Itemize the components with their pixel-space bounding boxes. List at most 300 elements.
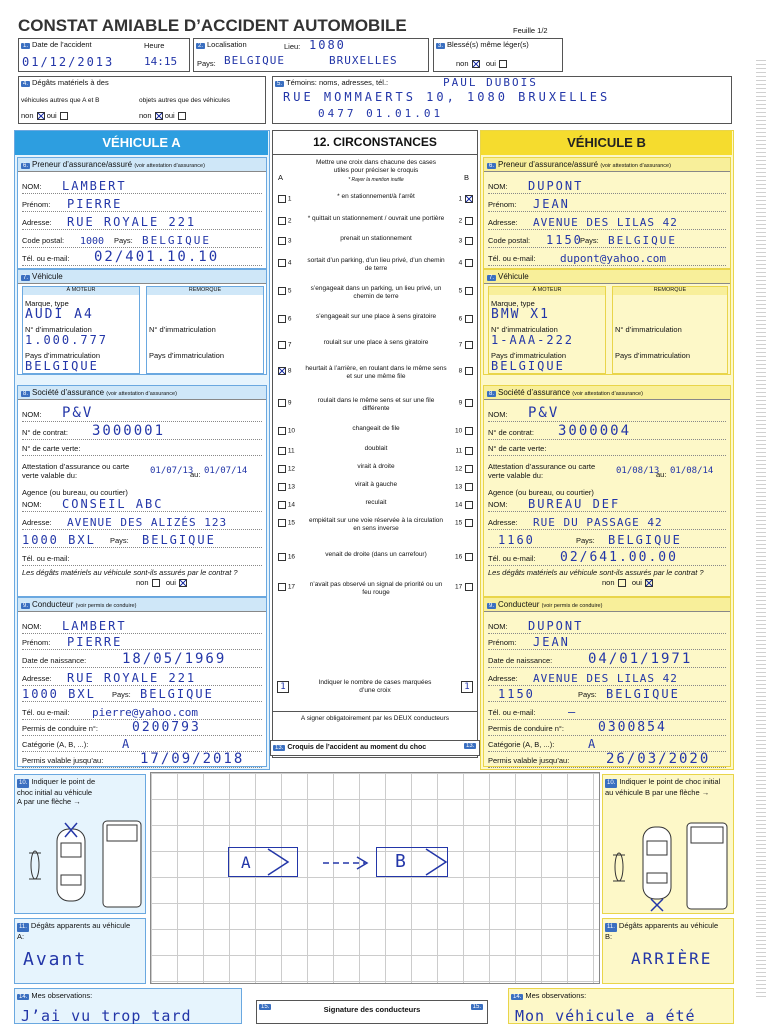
circ-b-checkbox[interactable]	[465, 399, 473, 407]
sheet-number: Feuille 1/2	[513, 26, 548, 35]
veh-oui: oui	[46, 111, 57, 120]
circ-num-b: 6	[458, 315, 463, 323]
count-b-box[interactable]	[461, 681, 473, 693]
a-prenom-label: Prénom:	[22, 200, 51, 209]
b-immat-label: N° d’immatriculation	[491, 325, 558, 334]
b-marque[interactable]: BMW X1	[491, 307, 550, 322]
circ-text: venait de droite (dans un carrefour)	[325, 551, 427, 558]
circ-num-b: 14	[454, 501, 463, 509]
circ-col-b: B	[463, 173, 469, 182]
circumstance-row	[273, 313, 477, 339]
circumstance-row	[273, 215, 477, 235]
a-agence-pays-label: Pays:	[110, 536, 129, 545]
b-nom[interactable]: DUPONT	[528, 179, 584, 193]
circumstance-row	[273, 285, 477, 313]
circ-num-a: 11	[287, 447, 295, 455]
circ-text: * quittait un stationnement / ouvrait une portière	[307, 215, 445, 222]
circ-a-checkbox[interactable]	[278, 483, 286, 491]
a-naiss[interactable]: 18/05/1969	[122, 651, 227, 667]
b-agence-nom-label: NOM:	[488, 500, 508, 509]
circ-num-b: 11	[455, 447, 463, 455]
a-demail[interactable]: pierre@yahoo.com	[92, 706, 198, 719]
b-dnom[interactable]: DUPONT	[528, 619, 584, 633]
impact-b-box[interactable]	[602, 774, 734, 914]
circumstance-row	[273, 193, 477, 215]
a-tel[interactable]: 02/401.10.10	[94, 249, 220, 265]
a-permis[interactable]: 0200793	[132, 720, 201, 735]
b-assured-oui: oui	[631, 578, 642, 587]
circ-text: virait à droite	[357, 463, 395, 470]
circ-b-checkbox[interactable]	[465, 195, 473, 203]
ville-value: BRUXELLES	[329, 54, 398, 67]
b-daddr[interactable]: AVENUE DES LILAS 42	[533, 672, 678, 685]
circumstance-row	[273, 445, 477, 463]
a-daddr[interactable]: RUE ROYALE 221	[67, 671, 197, 685]
circ-b-checkbox[interactable]	[465, 367, 473, 375]
b-marque-label: Marque, type	[491, 299, 535, 308]
a-remorque-label: REMORQUE	[147, 287, 263, 295]
a-immat-label: N° d’immatriculation	[25, 325, 92, 334]
a-contrat[interactable]: 3000001	[92, 423, 166, 439]
circ-num-b: 3	[458, 237, 463, 245]
injured-oui-checkbox[interactable]	[499, 60, 507, 68]
a-cat[interactable]: A	[122, 737, 132, 751]
circ-b-checkbox[interactable]	[465, 427, 473, 435]
b-soc[interactable]: P&V	[528, 405, 560, 421]
circ-num-b: 15	[454, 519, 463, 527]
b-soc-nom-label: NOM:	[488, 410, 508, 419]
vehicle-silhouettes-a-icon	[23, 819, 145, 911]
a-rem-pays-label: Pays d’immatriculation	[149, 351, 225, 360]
circ-a-checkbox[interactable]	[278, 195, 286, 203]
a-nom-label: NOM:	[22, 182, 42, 191]
circ-text: sortait d’un parking, d’un lieu privé, d’un chemin de terre	[307, 257, 445, 272]
a-dcp[interactable]: 1000 BXL	[22, 687, 96, 701]
circ-a-checkbox[interactable]	[278, 583, 286, 591]
a-agence-tel-label: Tél. ou e-mail:	[22, 554, 70, 563]
croquis-num-right: 13.	[466, 743, 475, 749]
circ-b-checkbox[interactable]	[465, 465, 473, 473]
date-box[interactable]	[18, 38, 190, 72]
circ-num-a: 8	[287, 367, 292, 375]
impact-a-box[interactable]	[14, 774, 146, 914]
a-attest-label: Attestation d’assurance ou carte verte valable du:	[22, 462, 130, 480]
count-a-value: 1	[280, 682, 286, 692]
observations-b-box[interactable]	[508, 988, 734, 1024]
a-pays-immat[interactable]: BELGIQUE	[25, 359, 99, 373]
vehicle-a-panel	[14, 130, 270, 770]
b-section-7-header: 7. Véhicule	[484, 270, 730, 284]
circ-b-checkbox[interactable]	[465, 519, 473, 527]
b-prenom[interactable]: JEAN	[533, 197, 570, 211]
a-rem-immat-label: N° d’immatriculation	[149, 325, 216, 334]
num-2: 2.	[198, 43, 204, 49]
circ-text: n’avait pas observé un signal de priorité ou un feu rouge	[309, 581, 443, 596]
sketch-grid[interactable]	[150, 772, 600, 984]
b-nom-label: NOM:	[488, 182, 508, 191]
a-pays-immat-label: Pays d’immatriculation	[25, 351, 101, 360]
veh-other-label: véhicules autres que A et B	[21, 97, 100, 104]
form-title: CONSTAT AMIABLE D’ACCIDENT AUTOMOBILE	[18, 16, 407, 35]
circ-num-b: 13	[454, 483, 463, 491]
b-agence[interactable]: BUREAU DEF	[528, 497, 621, 511]
circ-num-b: 10	[454, 427, 463, 435]
a-moteur-label: À MOTEUR	[23, 287, 139, 295]
circumstance-row	[273, 235, 477, 257]
injured-non: non	[456, 59, 469, 68]
num-5: 5.	[277, 81, 283, 87]
b-naiss-label: Date de naissance:	[488, 656, 553, 665]
b-pays-immat[interactable]: BELGIQUE	[491, 359, 565, 373]
circ-num-a: 10	[287, 427, 296, 435]
b-valid[interactable]: 26/03/2020	[606, 751, 711, 767]
circ-a-checkbox[interactable]	[278, 501, 286, 509]
b-demail-label: Tél. ou e-mail:	[488, 708, 536, 717]
signature-title: Signature des conducteurs	[323, 1005, 421, 1014]
circumstance-row	[273, 339, 477, 365]
b-agence-tel[interactable]: 02/641.00.00	[560, 550, 678, 565]
observations-a-box[interactable]	[14, 988, 242, 1024]
lieu-value: 1080	[309, 38, 346, 52]
damage-a-box[interactable]	[14, 918, 146, 984]
a-agence-nom-label: NOM:	[22, 500, 42, 509]
circ-a-checkbox[interactable]	[278, 287, 286, 295]
b-adresse-label: Adresse:	[488, 218, 518, 227]
circ-num-a: 6	[287, 315, 292, 323]
circ-b-checkbox[interactable]	[465, 217, 473, 225]
b-dcp[interactable]: 1150	[498, 687, 535, 701]
circ-text: roulait dans le même sens et sur une file différente	[317, 397, 435, 412]
obj-oui: oui	[164, 111, 175, 120]
circ-b-checkbox[interactable]	[465, 483, 473, 491]
b-adresse[interactable]: AVENUE DES LILAS 42	[533, 216, 678, 229]
circ-b-checkbox[interactable]	[465, 583, 473, 591]
b-au[interactable]: 01/08/14	[670, 466, 714, 476]
signature-box[interactable]	[256, 1000, 488, 1024]
a-pays-label: Pays:	[114, 236, 133, 245]
loc-label: Localisation	[207, 40, 247, 49]
injured-oui: oui	[485, 59, 496, 68]
section-6-header: 6. Preneur d’assurance/assuré (voir attestation d’assurance)	[18, 158, 266, 172]
a-assured-non-checkbox[interactable]	[152, 579, 160, 587]
circ-num-b: 9	[458, 399, 463, 407]
a-dpays[interactable]: BELGIQUE	[140, 687, 214, 701]
b-au-label: au:	[656, 470, 667, 479]
b-agence-pays[interactable]: BELGIQUE	[608, 533, 682, 547]
a-assured-non: non	[136, 578, 149, 587]
a-immat[interactable]: 1.000.777	[25, 333, 109, 347]
section-7-header: 7. Véhicule	[18, 270, 266, 284]
b-rem-immat-label: N° d’immatriculation	[615, 325, 682, 334]
b-tel-label: Tél. ou e-mail:	[488, 254, 536, 263]
circ-b-checkbox[interactable]	[465, 237, 473, 245]
vehicle-a-title: VÉHICULE A	[15, 131, 268, 155]
obj-oui-checkbox[interactable]	[178, 112, 186, 120]
a-permis-label: Permis de conduire n°:	[22, 724, 98, 733]
b-cat-label: Catégorie (A, B, ...):	[488, 740, 555, 749]
circ-text: doublait	[364, 445, 388, 452]
b-assured-oui-checkbox[interactable]	[645, 579, 653, 587]
circ-a-checkbox[interactable]	[278, 427, 286, 435]
time-value: 14:15	[144, 55, 178, 68]
circ-b-checkbox[interactable]	[465, 501, 473, 509]
b-immat[interactable]: 1-AAA-222	[491, 333, 575, 347]
b-tel[interactable]: dupont@yahoo.com	[560, 252, 666, 265]
b-pays[interactable]: BELGIQUE	[608, 234, 677, 247]
circ-num-a: 2	[287, 217, 292, 225]
a-dnom-label: NOM:	[22, 622, 42, 631]
b-demail[interactable]: —	[568, 705, 578, 719]
circumstances-title: 12. CIRCONSTANCES	[273, 131, 477, 155]
damage-box[interactable]	[18, 76, 266, 124]
circ-num-a: 1	[287, 195, 292, 203]
a-daddr-label: Adresse:	[22, 674, 52, 683]
a-adresse-label: Adresse:	[22, 218, 52, 227]
circ-num-a: 4	[287, 259, 292, 267]
num-4: 4.	[23, 81, 29, 87]
time-label: Heure	[144, 41, 165, 50]
a-prenom[interactable]: PIERRE	[67, 197, 123, 211]
circ-num-b: 7	[458, 341, 463, 349]
circumstance-row	[273, 551, 477, 581]
circ-a-checkbox[interactable]	[278, 341, 286, 349]
sig-num-right: 15.	[472, 1004, 481, 1010]
circ-num-a: 15	[287, 519, 296, 527]
circ-intro: Mettre une croix dans chacune des cases utiles pour préciser le croquis	[316, 159, 436, 174]
circ-num-a: 3	[287, 237, 292, 245]
sketch-a-arrowhead	[228, 847, 300, 879]
circ-a-checkbox[interactable]	[278, 553, 286, 561]
witness-label: Témoins: noms, adresses, tél.:	[286, 78, 389, 87]
b-dpays[interactable]: BELGIQUE	[606, 687, 680, 701]
circ-a-checkbox[interactable]	[278, 367, 286, 375]
a-dprenom-label: Prénom:	[22, 638, 51, 647]
circ-text: s’engageait dans un parking, un lieu privé, un chemin de terre	[310, 285, 442, 300]
a-adresse[interactable]: RUE ROYALE 221	[67, 215, 197, 229]
obj-other-label: objets autres que des véhicules	[139, 97, 231, 104]
obs-a-label: 14. Mes observations:	[19, 991, 93, 1000]
circ-num-a: 5	[287, 287, 292, 295]
circ-a-checkbox[interactable]	[278, 217, 286, 225]
veh-non: non	[21, 111, 34, 120]
a-marque[interactable]: AUDI A4	[25, 307, 94, 322]
circ-num-a: 13	[287, 483, 296, 491]
croquis-header: 13. Croquis de l’accident au moment du choc	[270, 740, 480, 756]
a-soc-nom-label: NOM:	[22, 410, 42, 419]
circumstance-row	[273, 425, 477, 445]
obj-non-checkbox[interactable]	[155, 112, 163, 120]
circ-b-checkbox[interactable]	[465, 287, 473, 295]
b-agence-tel-label: Tél. ou e-mail:	[488, 554, 536, 563]
a-cat-label: Catégorie (A, B, ...):	[22, 740, 89, 749]
injured-non-checkbox[interactable]	[472, 60, 480, 68]
circ-a-checkbox[interactable]	[278, 399, 286, 407]
b-du[interactable]: 01/08/13	[616, 466, 660, 476]
circ-b-checkbox[interactable]	[465, 341, 473, 349]
witness-line1: PAUL DUBOIS	[443, 76, 538, 89]
a-agence-pays[interactable]: BELGIQUE	[142, 533, 216, 547]
circumstance-row	[273, 397, 477, 425]
a-dprenom[interactable]: PIERRE	[67, 635, 123, 649]
b-cp[interactable]: 1150	[546, 233, 583, 247]
circumstances-panel	[272, 130, 478, 758]
section-9-header: 9. Conducteur (voir permis de conduire)	[18, 598, 266, 612]
circ-num-b: 4	[458, 259, 463, 267]
sketch-label-b: B	[395, 851, 408, 872]
circumstance-row	[273, 365, 477, 397]
b-valid-label: Permis valable jusqu’au:	[488, 756, 570, 765]
circ-num-a: 14	[287, 501, 296, 509]
vehicle-silhouettes-b-icon	[607, 821, 733, 913]
a-demail-label: Tél. ou e-mail:	[22, 708, 70, 717]
b-carte-label: N° de carte verte:	[488, 444, 547, 453]
pays-value: BELGIQUE	[224, 54, 285, 67]
b-agence-addr[interactable]: RUE DU PASSAGE 42	[533, 516, 663, 529]
circ-b-checkbox[interactable]	[465, 315, 473, 323]
a-assured-question: Les dégâts matériels au véhicule sont-ils assurés par le contrat ?	[22, 568, 238, 577]
b-contrat[interactable]: 3000004	[558, 423, 632, 439]
circ-a-checkbox[interactable]	[278, 447, 286, 455]
circ-a-checkbox[interactable]	[278, 315, 286, 323]
a-assured-oui-checkbox[interactable]	[179, 579, 187, 587]
impact-a-label: 10. Indiquer le point de choc initial au véhicule A par une flèche →	[17, 777, 96, 806]
injured-box[interactable]	[433, 38, 563, 72]
circ-num-a: 17	[287, 583, 296, 591]
sign-note: A signer obligatoirement par les DEUX conducteurs	[273, 711, 477, 722]
b-permis-label: Permis de conduire n°:	[488, 724, 564, 733]
b-agence-pays-label: Pays:	[576, 536, 595, 545]
b-assured-non-checkbox[interactable]	[618, 579, 626, 587]
circ-a-checkbox[interactable]	[278, 259, 286, 267]
a-dnom[interactable]: LAMBERT	[62, 619, 127, 633]
b-moteur-label: À MOTEUR	[489, 287, 605, 295]
a-carte-label: N° de carte verte:	[22, 444, 81, 453]
damage-b-value[interactable]: ARRIÈRE	[631, 949, 713, 968]
veh-oui-checkbox[interactable]	[60, 112, 68, 120]
circ-b-checkbox[interactable]	[465, 553, 473, 561]
a-au[interactable]: 01/07/14	[204, 466, 248, 476]
a-valid[interactable]: 17/09/2018	[140, 751, 245, 767]
b-dprenom-label: Prénom:	[488, 638, 517, 647]
circ-b-checkbox[interactable]	[465, 447, 473, 455]
circ-b-checkbox[interactable]	[465, 259, 473, 267]
b-naiss[interactable]: 04/01/1971	[588, 651, 693, 667]
obs-a-value[interactable]: J’ai vu trop tard	[21, 1007, 192, 1025]
b-agence-label: Agence (ou bureau, ou courtier)	[488, 488, 594, 497]
a-tel-label: Tél. ou e-mail:	[22, 254, 70, 263]
a-agence-label: Agence (ou bureau, ou courtier)	[22, 488, 128, 497]
count-a-box[interactable]	[277, 681, 289, 693]
circ-text: virait à gauche	[354, 481, 398, 488]
damage-a-value[interactable]: Avant	[23, 949, 88, 970]
circ-num-a: 12	[287, 465, 296, 473]
circ-num-b: 2	[458, 217, 463, 225]
b-section-9-header: 9. Conducteur (voir permis de conduire)	[484, 598, 730, 612]
circ-text: prenait un stationnement	[340, 235, 412, 242]
a-assured-oui: oui	[165, 578, 176, 587]
circ-text: empiétait sur une voie réservée à la circulation en sens inverse	[308, 517, 444, 532]
witness-line2: RUE MOMMAERTS 10, 1080 BRUXELLES	[283, 90, 611, 104]
a-pays[interactable]: BELGIQUE	[142, 234, 211, 247]
a-agence-addr[interactable]: AVENUE DES ALIZÉS 123	[67, 516, 228, 529]
b-remorque-label: REMORQUE	[613, 287, 727, 295]
lieu-label: Lieu:	[284, 42, 301, 51]
b-pays-label: Pays:	[580, 236, 599, 245]
circumstance-row	[273, 463, 477, 481]
b-assured-non: non	[602, 578, 615, 587]
circ-a-checkbox[interactable]	[278, 465, 286, 473]
vehicle-b-title: VÉHICULE B	[481, 131, 732, 155]
impact-b-label: 10. Indiquer le point de choc initial au véhicule B par une flèche →	[605, 777, 721, 797]
circ-rayer: * Rayer la mention inutile	[348, 177, 404, 183]
veh-non-checkbox[interactable]	[37, 112, 45, 120]
circ-num-b: 5	[458, 287, 463, 295]
sketch-b-arrowhead	[376, 847, 450, 879]
b-permis[interactable]: 0300854	[598, 720, 667, 735]
b-pays-immat-label: Pays d’immatriculation	[491, 351, 567, 360]
circ-a-checkbox[interactable]	[278, 519, 286, 527]
a-soc[interactable]: P&V	[62, 405, 94, 421]
circ-text: reculait	[365, 499, 387, 506]
b-dpays-label: Pays:	[578, 690, 597, 699]
b-cp-label: Code postal:	[488, 236, 531, 245]
b-contrat-label: N° de contrat:	[488, 428, 534, 437]
circumstance-row	[273, 517, 477, 551]
sig-num-left: 15.	[261, 1004, 270, 1010]
b-cat[interactable]: A	[588, 737, 598, 751]
circ-num-a: 9	[287, 399, 292, 407]
a-nom[interactable]: LAMBERT	[62, 179, 127, 193]
a-agence[interactable]: CONSEIL ABC	[62, 497, 164, 511]
circ-text: * en stationnement/à l’arrêt	[337, 193, 415, 200]
obs-b-value[interactable]: Mon véhicule a été	[515, 1007, 696, 1025]
damage-a-label: 11. Dégâts apparents au véhicule A:	[17, 921, 131, 941]
b-agence-cp[interactable]: 1160	[498, 533, 535, 547]
damage-b-box[interactable]	[602, 918, 734, 984]
a-naiss-label: Date de naissance:	[22, 656, 87, 665]
b-section-8-header: 8. Société d’assurance (voir attestation d’assurance)	[484, 386, 730, 400]
a-agence-cp[interactable]: 1000 BXL	[22, 533, 96, 547]
circ-col-a: A	[278, 173, 284, 182]
circ-num-b: 8	[458, 367, 463, 375]
a-cp-label: Code postal:	[22, 236, 65, 245]
b-daddr-label: Adresse:	[488, 674, 518, 683]
a-contrat-label: N° de contrat:	[22, 428, 68, 437]
count-b-value: 1	[464, 682, 470, 692]
location-box[interactable]	[193, 38, 429, 72]
circ-num-b: 17	[454, 583, 463, 591]
circ-text: heurtait à l’arrière, en roulant dans le même sens et sur une même file	[305, 365, 447, 380]
sketch-label-a: A	[241, 853, 253, 872]
a-cp[interactable]: 1000	[80, 236, 105, 247]
pays-label: Pays:	[197, 59, 216, 68]
circ-a-checkbox[interactable]	[278, 237, 286, 245]
witness-line3: 0477 01.01.01	[318, 107, 444, 120]
a-dpays-label: Pays:	[112, 690, 131, 699]
obs-b-label: 14. Mes observations:	[513, 991, 587, 1000]
a-au-label: au:	[190, 470, 201, 479]
b-attest-label: Attestation d’assurance ou carte verte valable du:	[488, 462, 596, 480]
circumstance-row	[273, 499, 477, 517]
b-agence-addr-label: Adresse:	[488, 518, 518, 527]
b-dprenom[interactable]: JEAN	[533, 635, 570, 649]
vehicle-b-panel	[480, 130, 734, 770]
witness-box[interactable]	[272, 76, 732, 124]
a-du[interactable]: 01/07/13	[150, 466, 194, 476]
circumstance-row	[273, 257, 477, 285]
circ-num-b: 12	[454, 465, 463, 473]
a-marque-label: Marque, type	[25, 299, 69, 308]
